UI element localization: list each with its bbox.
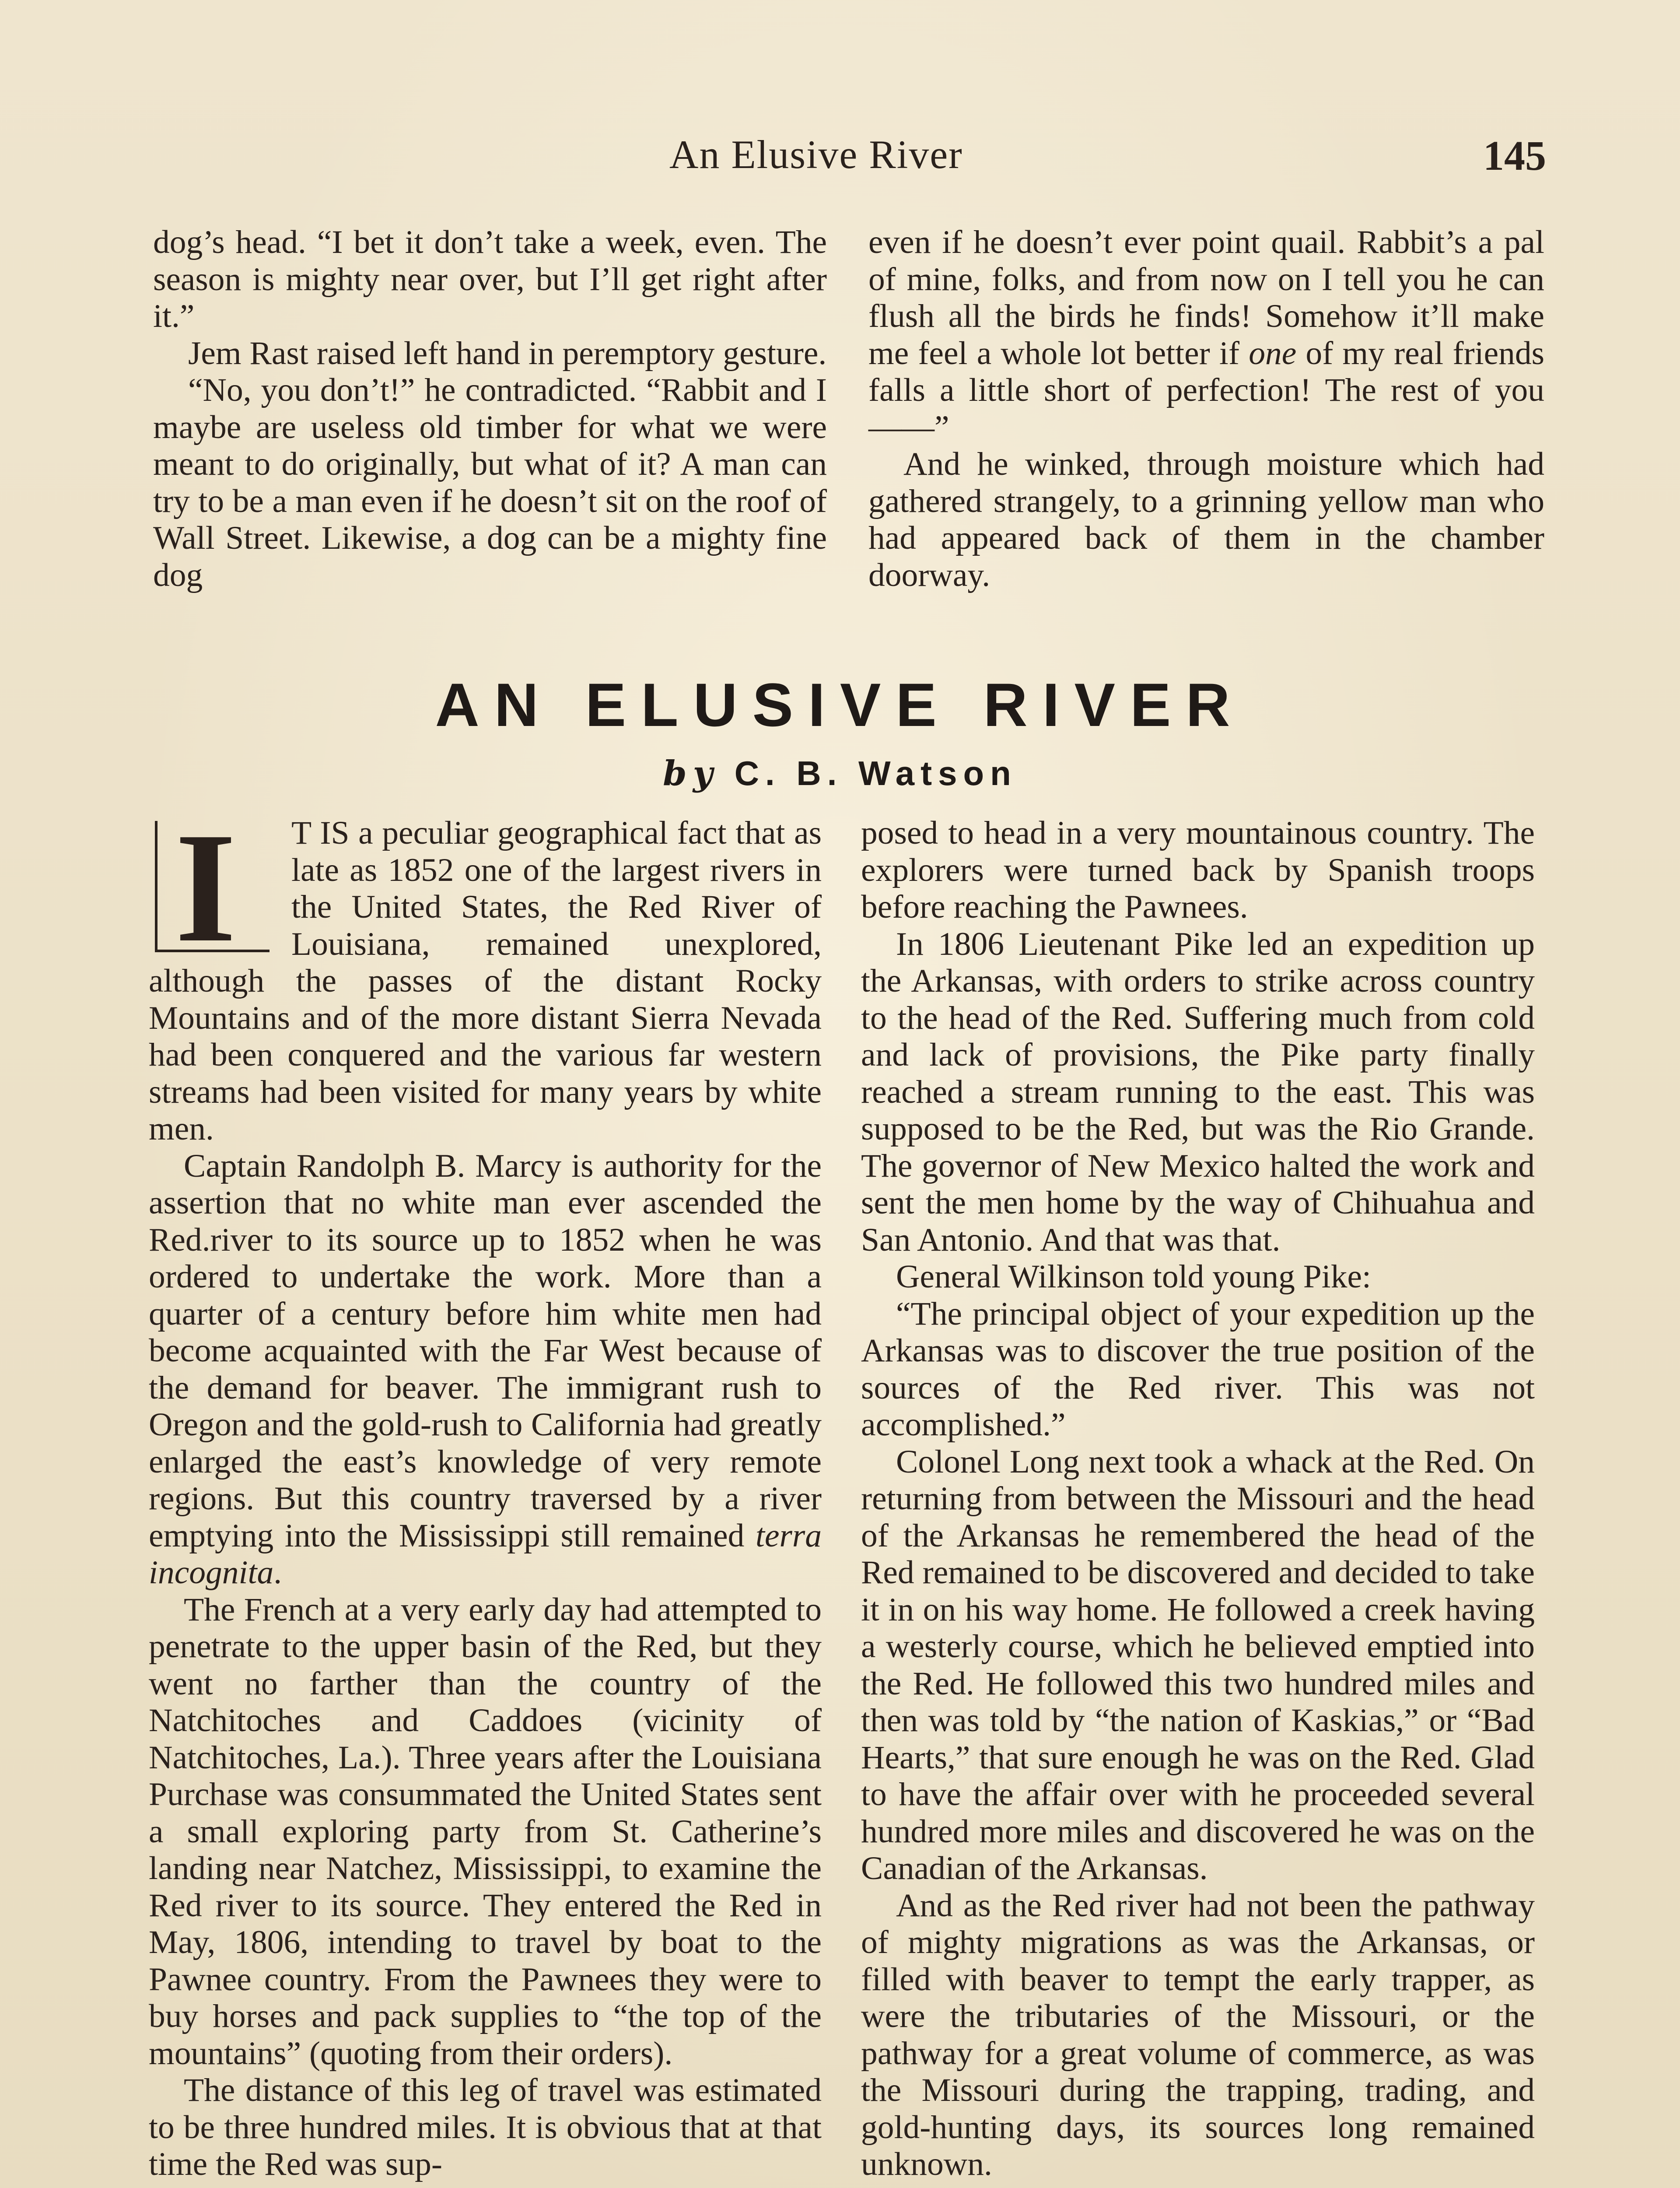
paragraph (868, 224, 1544, 446)
text-run: Captain Randolph B. Marcy is authority for the assertion that no white man ever ascended the Red.river to its source up to 1852 when he was ordered to undertake the work. More than a quarter of a century before him white men had become acquainted with the Far West because of the demand for beaver. The immigrant rush to Oregon and the gold-rush to California had greatly enlarged the east’s knowledge of very remote regions. But this country traversed by a river emptying into the Mississippi still remained (149, 1147, 822, 1554)
text-run: of my real friends falls a little short of perfection! The rest of you——” (868, 335, 1544, 445)
paragraph (149, 1148, 822, 1592)
article-title: AN ELUSIVE RIVER (435, 670, 1245, 739)
paragraph: Colonel Long next took a whack at the Red. On returning from between the Missouri and the head of the Arkansas he remembered the head of the Red remained to be discovered and decided to take it in on his way home. He followed a creek having a westerly course, which he believed emptied into the Red. He followed this two hundred miles and then was told by “the nation of Kaskias,” or “Bad Hearts,” that sure enough he was on the Red. Glad to have the affair over with he proceeded several hundred more miles and discovered he was on the Canadian of the Arkansas. (861, 1443, 1535, 1886)
paragraph: “The principal object of your expedition up the Arkansas was to discover the true position of the sources of the Red river. This was not accomplished.” (861, 1295, 1535, 1443)
page-number: 145 (1483, 132, 1546, 179)
drop-cap-letter: I (175, 800, 237, 975)
paragraph: posed to head in a very mountainous country. The explorers were turned back by Spanish troops before reaching the Pawnees. (861, 815, 1535, 925)
article-right-column (861, 815, 1535, 2183)
paragraph: General Wilkinson told young Pike: (896, 1259, 1372, 1295)
article-left-column (149, 800, 822, 2183)
paragraph: T IS a peculiar geographical fact that as late as 1852 one of the largest rivers in the United States, the Red River of Louisiana, remained unexplored, although the passes of the distant Rocky Mountains and of the more distant Sierra Nevada had been conquered and the various far western streams had been visited for many years by white men. (149, 815, 822, 1147)
paragraph: The French at a very early day had attempted to penetrate to the upper basin of the Red, but they went no farther than the country of the Natchitoches and Caddoes (vicinity of Natchitoches, La.). Three years after the Louisiana Purchase was consummated the United States sent a small exploring party from St. Catherine’s landing near Natchez, Mississippi, to examine the Red river to its source. They entered the Red in May, 1806, intending to travel by boat to the Pawnee country. From the Pawnees they were to buy horses and pack supplies to “the top of the mountains” (quoting from their orders). (149, 1591, 822, 2072)
drop-cap (149, 800, 280, 975)
running-title: An Elusive River (669, 132, 963, 177)
paragraph: Jem Rast raised left hand in peremptory gesture. (188, 335, 827, 372)
paragraph: “No, you don’t!” he contradicted. “Rabbit and I maybe are useless old timber for what we were meant to do originally, but what of it? A man can try to be a man even if he doesn’t sit on the roof of Wall Street. Likewise, a dog can be a mighty fine dog (153, 372, 827, 593)
previous-story-right-column (868, 224, 1544, 594)
byline-prefix: by (663, 754, 719, 793)
byline (0, 754, 1680, 793)
paragraph: In 1806 Lieutenant Pike led an expedition up the Arkansas, with orders to strike across country to the head of the Red. Suffering much from cold and lack of provisions, the Pike party finally reached a stream running to the east. This was supposed to be the Red, but was the Rio Grande. The governor of New Mexico halted the work and sent the men home by the way of Chihuahua and San Antonio. And that was that. (861, 926, 1535, 1258)
paragraph: And as the Red river had not been the pathway of mighty migrations as was the Arkansas, or filled with beaver to tempt the early trapper, as were the tributaries of the Missouri, or the pathway for a great volume of commerce, as was the Missouri during the trapping, trading, and gold-hunting days, its sources long remained unknown. (861, 1887, 1535, 2182)
paragraph: dog’s head. “I bet it don’t take a week, even. The season is mighty near over, but I’ll get right after it.” (153, 224, 827, 334)
italic-phrase: terra incognita (149, 1517, 822, 1591)
text-run: even if he doesn’t ever point quail. Rabbit’s a pal of mine, folks, and from now on I tell you he can flush all the birds he finds! Somehow it’ll make me feel a whole lot better if (868, 224, 1544, 372)
text-run: . (273, 1554, 282, 1591)
previous-story-left-column (153, 224, 827, 594)
paragraph: And he winked, through moisture which had gathered strangely, to a grinning yellow man who had appeared back of them in the chamber doorway. (868, 446, 1544, 593)
author-name: C. B. Watson (734, 754, 1017, 792)
paragraph: The distance of this leg of travel was estimated to be three hundred miles. It is obvious that at that time the Red was sup- (149, 2072, 822, 2182)
italic-word: one (1249, 335, 1297, 372)
